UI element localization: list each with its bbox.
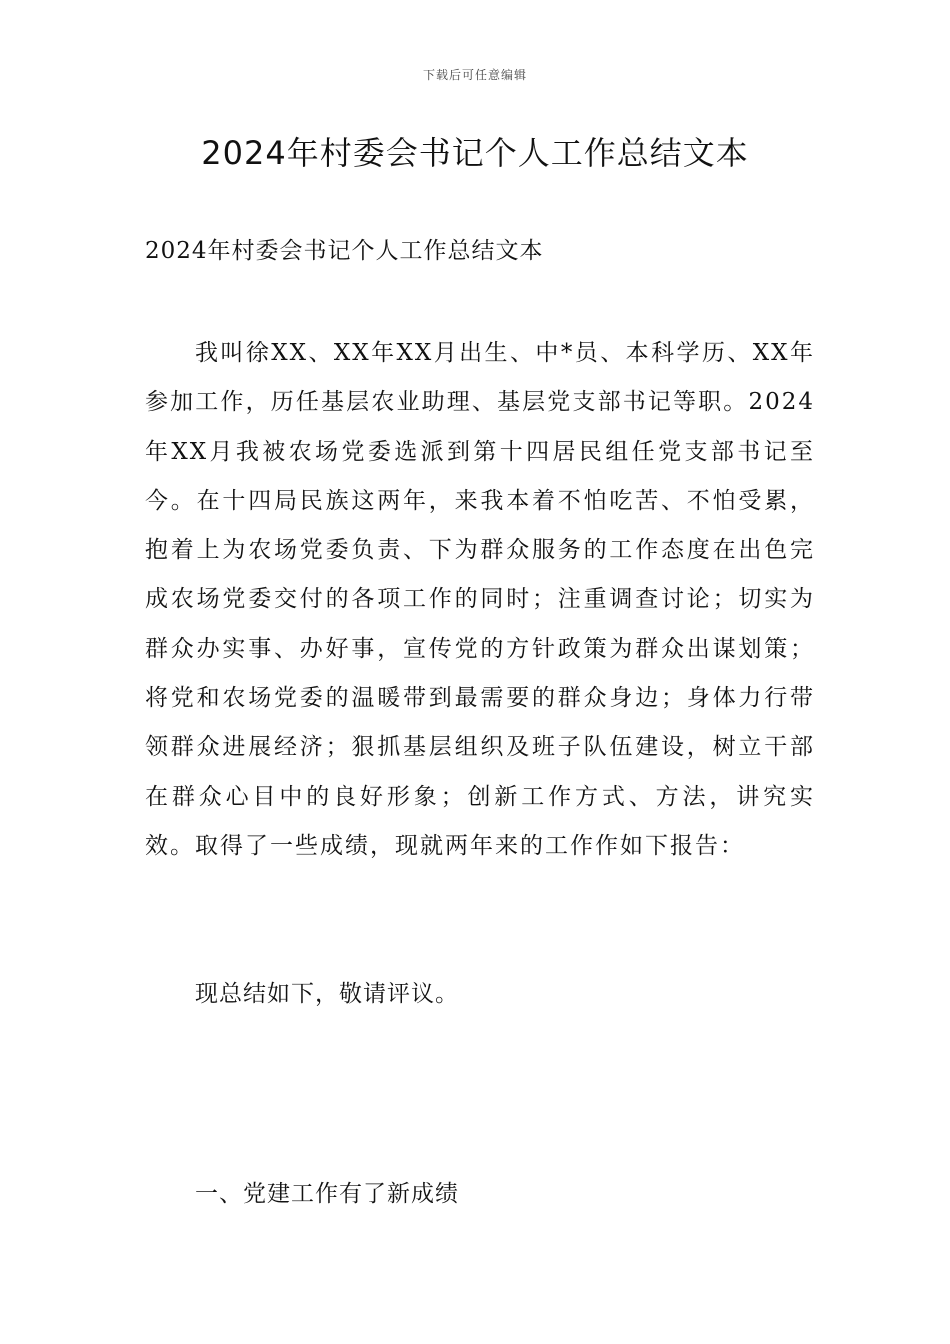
- closing-paragraph: 现总结如下，敬请评议。: [195, 981, 459, 1007]
- section-heading: 一、党建工作有了新成绩: [195, 1181, 459, 1207]
- document-title: 2024年村委会书记个人工作总结文本: [201, 134, 749, 172]
- intro-paragraph: 我叫徐XX、XX年XX月出生、中*员、本科学历、XX年参加工作，历任基层农业助理、基层党支部书记等职。2024年XX月我被农场党委选派到第十四居民组任党支部书记至今。在十四局民族这两年，来我本着不怕吃苦、不怕受累，抱着上为农场党委负责、下为群众服务的工作态度在出色完成农场党委交付的各项工作的同时；注重调查讨论；切实为群众办实事、办好事，宣传党的方针政策为群众出谋划策；将党和农场党委的温暖带到最需要的群众身边；身体力行带领群众进展经济；狠抓基层组织及班子队伍建设，树立干部在群众心目中的良好形象；创新工作方式、方法，讲究实效。取得了一些成绩，现就两年来的工作作如下报告：: [145, 340, 815, 859]
- header-note: 下载后可任意编辑: [422, 68, 527, 82]
- document-subtitle: 2024年村委会书记个人工作总结文本: [145, 238, 544, 264]
